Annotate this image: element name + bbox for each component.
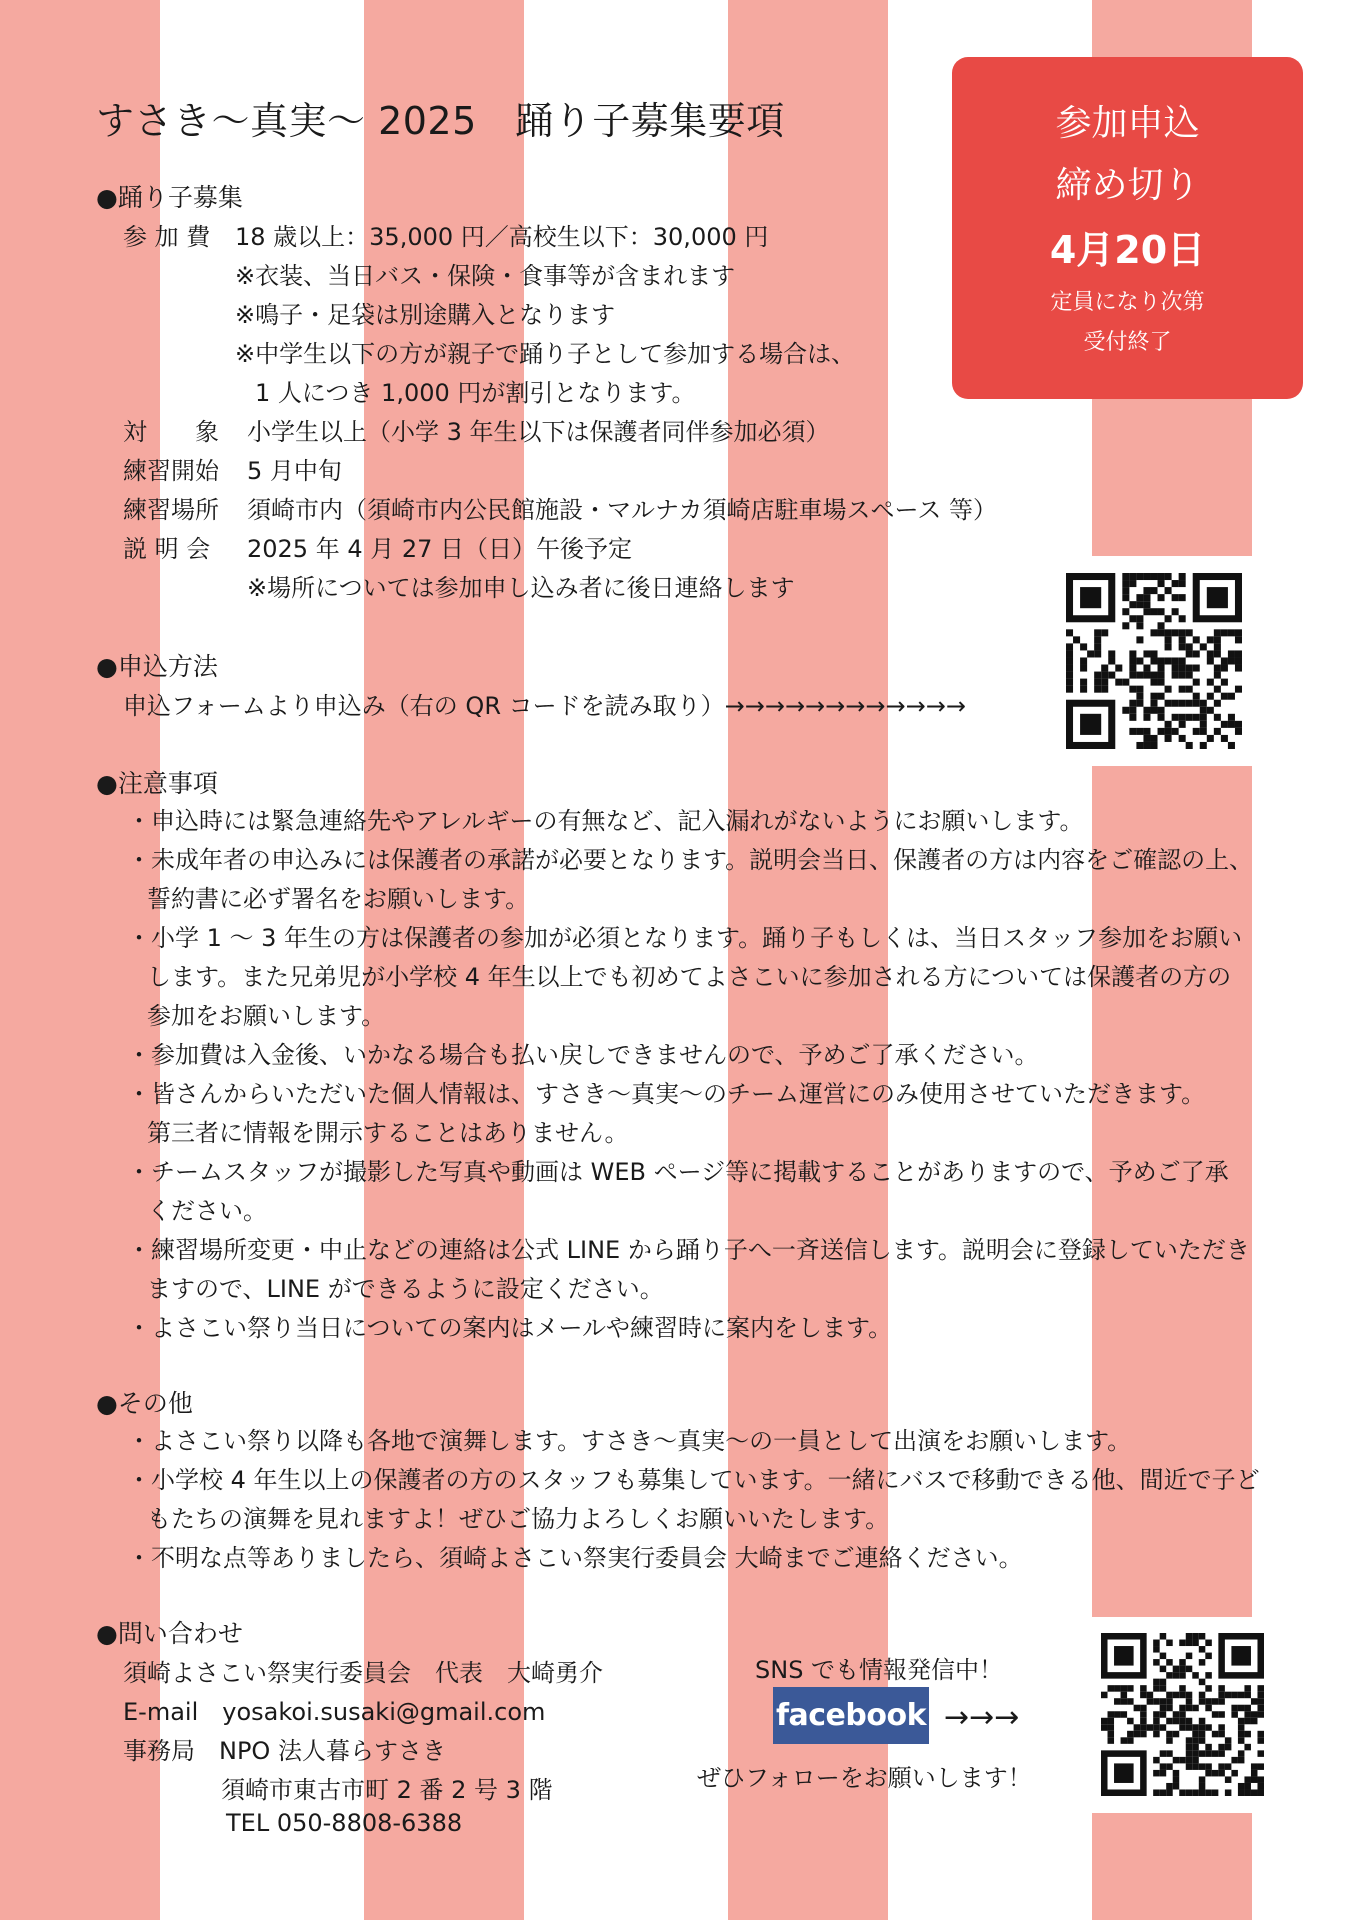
- other-line: ・よさこい祭り以降も各地で演舞します。すさき〜真実〜の一員として出演をお願いします。: [127, 1427, 1132, 1455]
- recruit-heading: ●踊り子募集: [96, 183, 243, 212]
- note-line: ・参加費は入金後、いかなる場合も払い戻しできませんので、予めご了承ください。: [127, 1041, 1039, 1069]
- start-label: 練習開始: [123, 457, 219, 485]
- meeting-value: 2025 年 4 月 27 日（日）午後予定: [247, 535, 633, 563]
- other-line: もたちの演舞を見れますよ！ぜひご協力よろしくお願いいたします。: [147, 1505, 890, 1533]
- notes-heading: ●注意事項: [96, 769, 218, 798]
- fee-note: ※衣装、当日バス・保険・食事等が含まれます: [235, 262, 736, 290]
- sns-bottom-text: ぜひフォローをお願いします！: [697, 1764, 1032, 1792]
- contact-org: 須崎よさこい祭実行委員会 代表 大崎勇介: [123, 1659, 603, 1687]
- deadline-line1: 参加申込: [1055, 103, 1200, 144]
- fee-note: ※鳴子・足袋は別途購入となります: [235, 301, 616, 329]
- other-line: ・小学校 4 年生以上の保護者の方のスタッフも募集しています。一緒にバスで移動できる他、間近で子ど: [127, 1466, 1260, 1494]
- meeting-note: ※場所については参加申し込み者に後日連絡します: [247, 574, 795, 602]
- fee-label: 参 加 費: [123, 223, 211, 251]
- contact-tel: TEL 050-8808-6388: [226, 1809, 463, 1837]
- place-value: 須崎市内（須崎市内公民館施設・マルナカ須崎店駐車場スペース 等）: [247, 496, 997, 524]
- meeting-label: 説 明 会: [123, 535, 211, 563]
- note-line: ますので、LINE ができるように設定ください。: [147, 1275, 664, 1303]
- contact-email: E-mail yosakoi.susaki@gmail.com: [123, 1698, 546, 1726]
- note-line: ・未成年者の申込みには保護者の承諾が必要となります。説明会当日、保護者の方は内容をご確認の上、: [127, 846, 1254, 874]
- apply-text: 申込フォームより申込み（右の QR コードを読み取り）→→→→→→→→→→→→: [123, 692, 966, 720]
- note-line: ください。: [147, 1197, 267, 1225]
- target-value: 小学生以上（小学 3 年生以下は保護者同伴参加必須）: [247, 418, 830, 446]
- note-line: 参加をお願いします。: [147, 1002, 386, 1030]
- fee-note: 1 人につき 1,000 円が割引となります。: [255, 379, 696, 407]
- qr-code-icon[interactable]: [1066, 573, 1242, 749]
- place-label: 練習場所: [123, 496, 219, 524]
- facebook-logo[interactable]: facebook: [773, 1687, 929, 1744]
- deadline-date: 4月20日: [1049, 228, 1206, 272]
- note-line: ・小学 1 〜 3 年生の方は保護者の参加が必須となります。踊り子もしくは、当日スタッフ参加をお願い: [127, 924, 1243, 952]
- deadline-note2: 受付終了: [1083, 330, 1172, 355]
- start-value: 5 月中旬: [247, 457, 342, 485]
- page-title: すさき〜真実〜 2025 踊り子募集要項: [96, 99, 785, 143]
- deadline-box: [952, 57, 1303, 399]
- note-line: ・練習場所変更・中止などの連絡は公式 LINE から踊り子へ一斉送信します。説明会に登録していただき: [127, 1236, 1250, 1264]
- contact-office: 事務局 NPO 法人暮らすさき: [123, 1737, 446, 1765]
- target-label: 対 象: [123, 418, 219, 446]
- note-line: 誓約書に必ず署名をお願いします。: [147, 885, 530, 913]
- contact-heading: ●問い合わせ: [96, 1619, 243, 1648]
- note-line: ・皆さんからいただいた個人情報は、すさき〜真実〜のチーム運営にのみ使用させていただきます。: [127, 1080, 1206, 1108]
- deadline-note1: 定員になり次第: [1050, 290, 1205, 315]
- fee-value: 18 歳以上：35,000 円／高校生以下：30,000 円: [235, 223, 769, 251]
- note-line: します。また兄弟児が小学校 4 年生以上でも初めてよさこいに参加される方については保護者の方の: [147, 963, 1232, 991]
- sns-top-text: SNS でも情報発信中！: [755, 1656, 1004, 1684]
- other-line: ・不明な点等ありましたら、須崎よさこい祭実行委員会 大崎までご連絡ください。: [127, 1544, 1023, 1572]
- note-line: ・申込時には緊急連絡先やアレルギーの有無など、記入漏れがないようにお願いします。: [127, 807, 1084, 835]
- apply-heading: ●申込方法: [96, 652, 218, 681]
- qr-code-icon[interactable]: [1101, 1633, 1264, 1796]
- arrow-icon: →→→: [944, 1700, 1020, 1735]
- other-heading: ●その他: [96, 1389, 193, 1418]
- note-line: 第三者に情報を開示することはありません。: [147, 1119, 629, 1147]
- fee-note: ※中学生以下の方が親子で踊り子として参加する場合は、: [235, 340, 856, 368]
- deadline-line2: 締め切り: [1055, 165, 1200, 206]
- note-line: ・チームスタッフが撮影した写真や動画は WEB ページ等に掲載することがありますので、予めご了承: [127, 1158, 1229, 1186]
- note-line: ・よさこい祭り当日についての案内はメールや練習時に案内をします。: [127, 1314, 893, 1342]
- contact-address: 須崎市東古市町 2 番 2 号 3 階: [221, 1776, 553, 1804]
